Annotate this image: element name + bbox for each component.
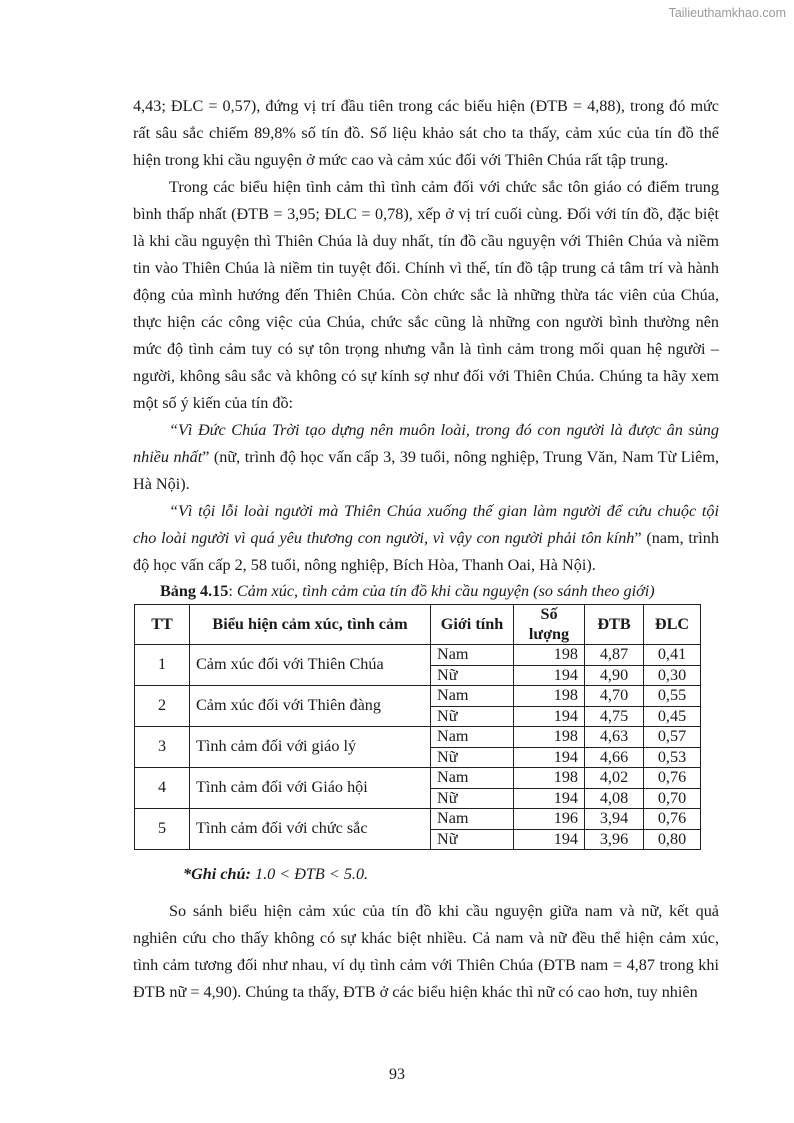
header-count: Số lượng (514, 605, 585, 645)
table-caption-text: Cảm xúc, tình cảm của tín đồ khi cầu nguyện (so sánh theo giới) (236, 582, 655, 600)
cell-tt: 5 (135, 809, 190, 850)
cell-count: 194 (514, 788, 585, 809)
cell-gender: Nam (431, 768, 514, 789)
cell-gender: Nam (431, 809, 514, 830)
cell-dtb: 4,70 (585, 686, 644, 707)
cell-dlc: 0,53 (644, 747, 701, 768)
table-caption-label: Bảng 4.15 (160, 582, 229, 600)
cell-count: 198 (514, 645, 585, 666)
cell-dtb: 3,96 (585, 829, 644, 850)
cell-gender: Nữ (431, 788, 514, 809)
cell-dlc: 0,80 (644, 829, 701, 850)
cell-expression: Cảm xúc đối với Thiên Chúa (190, 645, 431, 686)
cell-count: 194 (514, 747, 585, 768)
cell-tt: 4 (135, 768, 190, 809)
table-note (183, 862, 719, 886)
cell-dtb: 4,87 (585, 645, 644, 666)
quote-2 (133, 498, 719, 579)
cell-dtb: 4,66 (585, 747, 644, 768)
cell-count: 194 (514, 665, 585, 686)
header-gender: Giới tính (431, 605, 514, 645)
cell-count: 198 (514, 686, 585, 707)
cell-count: 194 (514, 829, 585, 850)
table-row (135, 686, 701, 707)
header-tt: TT (135, 605, 190, 645)
cell-tt: 1 (135, 645, 190, 686)
note-text: 1.0 < ĐTB < 5.0. (250, 865, 369, 883)
cell-dtb: 4,08 (585, 788, 644, 809)
quote-1-source: ” (nữ, trình độ học vấn cấp 3, 39 tuổi, nông nghiệp, Trung Văn, Nam Từ Liêm, Hà Nội). (133, 448, 719, 493)
table-caption (133, 579, 719, 603)
cell-dlc: 0,41 (644, 645, 701, 666)
quote-1-text: “Vì Đức Chúa Trời tạo dựng nên muôn loài, trong đó con người là được ân sủng nhiều nhất (133, 421, 719, 466)
quote-2-source: ” (nam, trình độ học vấn cấp 2, 58 tuổi, nông nghiệp, Bích Hòa, Thanh Oai, Hà Nội). (133, 529, 719, 574)
table-row (135, 645, 701, 666)
cell-dtb: 4,63 (585, 727, 644, 748)
header-expression: Biểu hiện cảm xúc, tình cảm (190, 605, 431, 645)
page-content (133, 93, 719, 1006)
cell-dtb: 3,94 (585, 809, 644, 830)
cell-count: 194 (514, 706, 585, 727)
header-dlc: ĐLC (644, 605, 701, 645)
watermark: Tailieuthamkhao.com (668, 6, 786, 20)
cell-dlc: 0,57 (644, 727, 701, 748)
cell-gender: Nữ (431, 706, 514, 727)
cell-count: 198 (514, 727, 585, 748)
cell-gender: Nam (431, 686, 514, 707)
cell-gender: Nam (431, 645, 514, 666)
data-table (134, 604, 701, 850)
cell-expression: Cảm xúc đối với Thiên đàng (190, 686, 431, 727)
cell-dtb: 4,02 (585, 768, 644, 789)
cell-gender: Nữ (431, 747, 514, 768)
table-body (135, 645, 701, 850)
cell-dtb: 4,90 (585, 665, 644, 686)
cell-dlc: 0,76 (644, 809, 701, 830)
header-dtb: ĐTB (585, 605, 644, 645)
cell-expression: Tình cảm đối với giáo lý (190, 727, 431, 768)
table-row (135, 768, 701, 789)
note-label: *Ghi chú: (183, 865, 251, 883)
page-number: 93 (389, 1066, 405, 1083)
quote-2-text: “Vì tội lỗi loài người mà Thiên Chúa xuống thế gian làm người để cứu chuộc tội cho loài người vì quá yêu thương con người, vì vậy con người phải tôn kính (133, 502, 719, 547)
cell-count: 198 (514, 768, 585, 789)
cell-expression: Tình cảm đối với chức sắc (190, 809, 431, 850)
cell-gender: Nữ (431, 665, 514, 686)
cell-dlc: 0,45 (644, 706, 701, 727)
cell-expression: Tình cảm đối với Giáo hội (190, 768, 431, 809)
table-row (135, 727, 701, 748)
cell-gender: Nữ (431, 829, 514, 850)
cell-tt: 3 (135, 727, 190, 768)
cell-dtb: 4,75 (585, 706, 644, 727)
cell-dlc: 0,76 (644, 768, 701, 789)
cell-dlc: 0,70 (644, 788, 701, 809)
cell-dlc: 0,30 (644, 665, 701, 686)
paragraph-2: Trong các biểu hiện tình cảm thì tình cảm đối với chức sắc tôn giáo có điểm trung bình thấp nhất (ĐTB = 3,95; ĐLC = 0,78), xếp ở vị trí cuối cùng. Đối với tín đồ, đặc biệt là khi cầu nguyện thì Thiên Chúa là duy nhất, tín đồ cầu nguyện với Thiên Chúa và niềm tin vào Thiên Chúa là niềm tin tuyệt đối. Chính vì thế, tín đồ tập trung cả tâm trí và hành động của mình hướng đến Thiên Chúa. Còn chức sắc là những thừa tác viên của Chúa, thực hiện các công việc của Chúa, chức sắc cũng là những con người bình thường nên mức độ tình cảm tuy có sự tôn trọng nhưng vẫn là tình cảm trong mối quan hệ người – người, không sâu sắc và không có sự kính sợ như đối với Thiên Chúa. Chúng ta hãy xem một số ý kiến của tín đồ: (133, 178, 719, 412)
quote-1 (133, 417, 719, 498)
table-header-row (135, 605, 701, 645)
paragraph-3: So sánh biểu hiện cảm xúc của tín đồ khi cầu nguyện giữa nam và nữ, kết quả nghiên cứu cho thấy không có sự khác biệt nhiều. Cả nam và nữ đều thể hiện cảm xúc, tình cảm tương đối như nhau, ví dụ tình cảm với Thiên Chúa (ĐTB nam = 4,87 trong khi ĐTB nữ = 4,90). Chúng ta thấy, ĐTB ở các biểu hiện khác thì nữ có cao hơn, tuy nhiên (133, 902, 719, 1001)
cell-tt: 2 (135, 686, 190, 727)
table-row (135, 809, 701, 830)
cell-count: 196 (514, 809, 585, 830)
paragraph-1: 4,43; ĐLC = 0,57), đứng vị trí đầu tiên trong các biểu hiện (ĐTB = 4,88), trong đó mức rất sâu sắc chiếm 89,8% số tín đồ. Số liệu khảo sát cho ta thấy, cảm xúc của tín đồ thể hiện trong khi cầu nguyện ở mức cao và cảm xúc đối với Thiên Chúa rất tập trung. (133, 97, 719, 169)
table-caption-colon: : (228, 582, 237, 600)
cell-dlc: 0,55 (644, 686, 701, 707)
cell-gender: Nam (431, 727, 514, 748)
